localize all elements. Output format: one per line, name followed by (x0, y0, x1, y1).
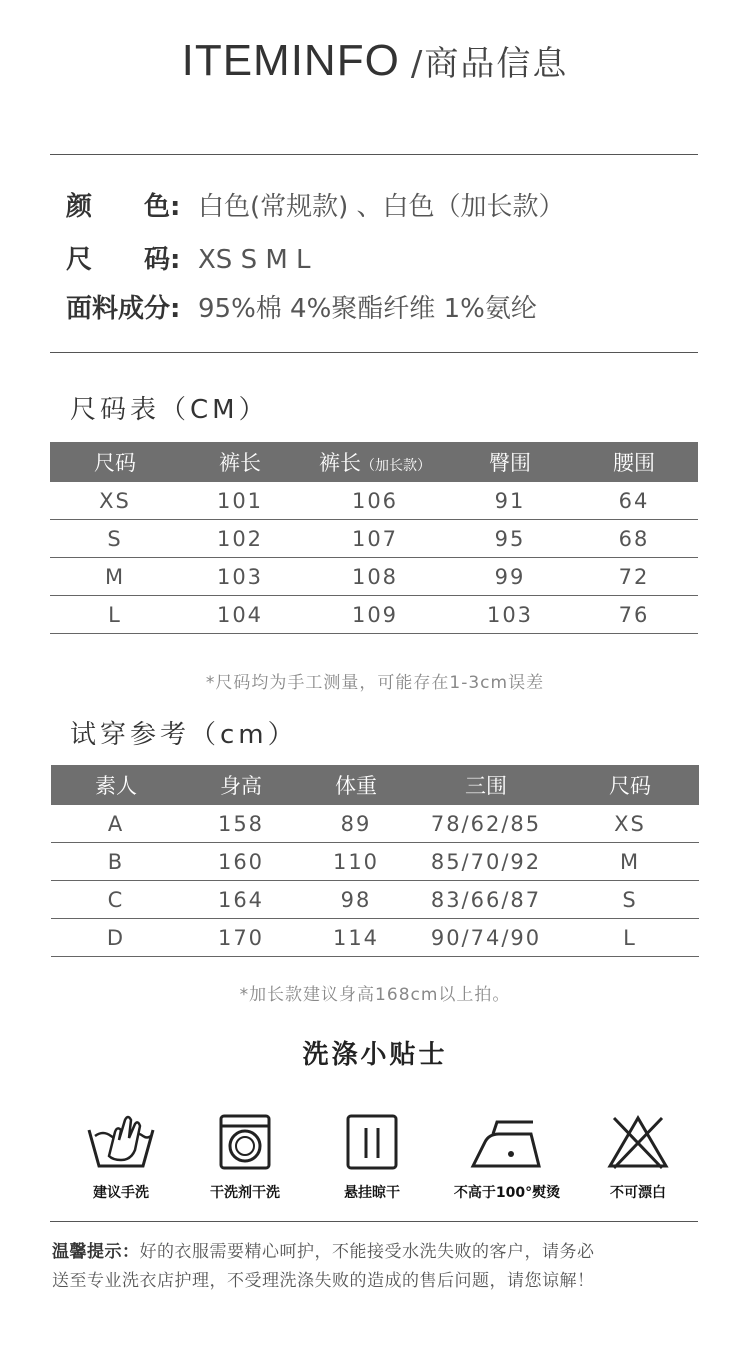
table-cell: M (561, 843, 699, 881)
column-header-text: 裤长 (319, 451, 361, 475)
table-cell: 64 (570, 482, 698, 520)
care-item (56, 1112, 186, 1202)
tips-line: 送至专业洗衣店护理，不受理洗涤失败的造成的售后问题，请您谅解！ (52, 1271, 595, 1291)
care-item (573, 1112, 703, 1202)
table-cell: 99 (450, 558, 570, 596)
table-cell: 95 (450, 520, 570, 558)
table-cell: S (50, 520, 180, 558)
table-header-row (50, 442, 698, 482)
tips-label: 温馨提示： (52, 1242, 140, 1262)
table-cell: 160 (181, 843, 301, 881)
hand-wash-icon (85, 1112, 157, 1172)
table-cell: 91 (450, 482, 570, 520)
column-header (300, 442, 450, 482)
column-header: 素人 (51, 765, 181, 805)
table-cell: 107 (300, 520, 450, 558)
column-header: 身高 (181, 765, 301, 805)
care-item (180, 1112, 310, 1202)
table-cell: 102 (180, 520, 300, 558)
table-cell: 101 (180, 482, 300, 520)
table-row (50, 520, 698, 558)
info-color-row (66, 186, 565, 223)
table-cell: XS (50, 482, 180, 520)
column-header: 三围 (411, 765, 561, 805)
table-cell: 76 (570, 596, 698, 634)
table-cell: 110 (301, 843, 411, 881)
table-row (50, 596, 698, 634)
table-cell: 103 (180, 558, 300, 596)
table-cell: C (51, 881, 181, 919)
table-row (51, 919, 699, 957)
care-label: 不可漂白 (610, 1185, 666, 1201)
dry-clean-icon (209, 1112, 281, 1172)
care-label: 悬挂晾干 (344, 1185, 400, 1201)
title-en: ITEMINFO (181, 36, 400, 85)
table-cell: 72 (570, 558, 698, 596)
table-cell: D (51, 919, 181, 957)
table-row (51, 881, 699, 919)
table-cell: 98 (301, 881, 411, 919)
care-item (442, 1112, 572, 1202)
table-cell: 158 (181, 805, 301, 843)
table-cell: 109 (300, 596, 450, 634)
table-cell: 85/70/92 (411, 843, 561, 881)
table-cell: 103 (450, 596, 570, 634)
care-title: 洗涤小贴士 (302, 1040, 448, 1070)
hang-dry-icon (336, 1112, 408, 1172)
table-cell: 114 (301, 919, 411, 957)
info-key: 尺 码: (66, 245, 181, 275)
table-cell: S (561, 881, 699, 919)
column-header: 尺码 (561, 765, 699, 805)
table-cell: 83/66/87 (411, 881, 561, 919)
fit-table (51, 765, 699, 957)
info-size-row (66, 239, 311, 276)
table-cell: L (50, 596, 180, 634)
divider (50, 352, 698, 353)
table-cell: B (51, 843, 181, 881)
table-cell: A (51, 805, 181, 843)
table-row (50, 558, 698, 596)
care-label: 不高于100°熨烫 (453, 1185, 561, 1201)
title-cn: /商品信息 (410, 44, 569, 84)
table-cell: 106 (300, 482, 450, 520)
fit-table-heading: 试穿参考（cm） (70, 720, 298, 750)
info-value: 95%棉 4%聚酯纤维 1%氨纶 (198, 294, 537, 324)
info-fabric-row (66, 288, 537, 325)
table-row (51, 843, 699, 881)
table-cell: 90/74/90 (411, 919, 561, 957)
tips-line (52, 1238, 702, 1267)
info-value: 白色(常规款) 、白色（加长款） (198, 192, 565, 222)
table-header-row (51, 765, 699, 805)
info-value: XS S M L (198, 245, 311, 275)
fit-note: *加长款建议身高168cm以上拍。 (239, 985, 511, 1005)
page-title (0, 36, 750, 86)
table-cell: XS (561, 805, 699, 843)
column-header-note: （加长款） (361, 458, 431, 474)
care-item (307, 1112, 437, 1202)
care-label: 干洗剂干洗 (210, 1185, 280, 1201)
tips-text: 好的衣服需要精心呵护，不能接受水洗失败的客户，请务必 (139, 1242, 595, 1262)
tips-block (52, 1238, 702, 1296)
info-key: 面料成分: (66, 294, 181, 324)
table-cell: 170 (181, 919, 301, 957)
column-header: 臀围 (450, 442, 570, 482)
table-cell: 108 (300, 558, 450, 596)
table-cell: 89 (301, 805, 411, 843)
size-table (50, 442, 698, 634)
divider (50, 154, 698, 155)
info-key: 颜 色: (66, 192, 181, 222)
column-header: 裤长 (180, 442, 300, 482)
table-row (50, 482, 698, 520)
table-cell: 68 (570, 520, 698, 558)
table-cell: L (561, 919, 699, 957)
table-cell: 104 (180, 596, 300, 634)
size-note: *尺码均为手工测量，可能存在1-3cm误差 (205, 673, 545, 693)
size-table-heading: 尺码表（CM） (70, 395, 269, 425)
column-header: 腰围 (570, 442, 698, 482)
table-cell: 78/62/85 (411, 805, 561, 843)
column-header: 体重 (301, 765, 411, 805)
table-cell: 164 (181, 881, 301, 919)
divider (50, 1221, 698, 1222)
table-cell: M (50, 558, 180, 596)
table-row (51, 805, 699, 843)
column-header: 尺码 (50, 442, 180, 482)
no-bleach-icon (602, 1112, 674, 1172)
iron-icon (467, 1112, 547, 1172)
care-label: 建议手洗 (93, 1185, 149, 1201)
